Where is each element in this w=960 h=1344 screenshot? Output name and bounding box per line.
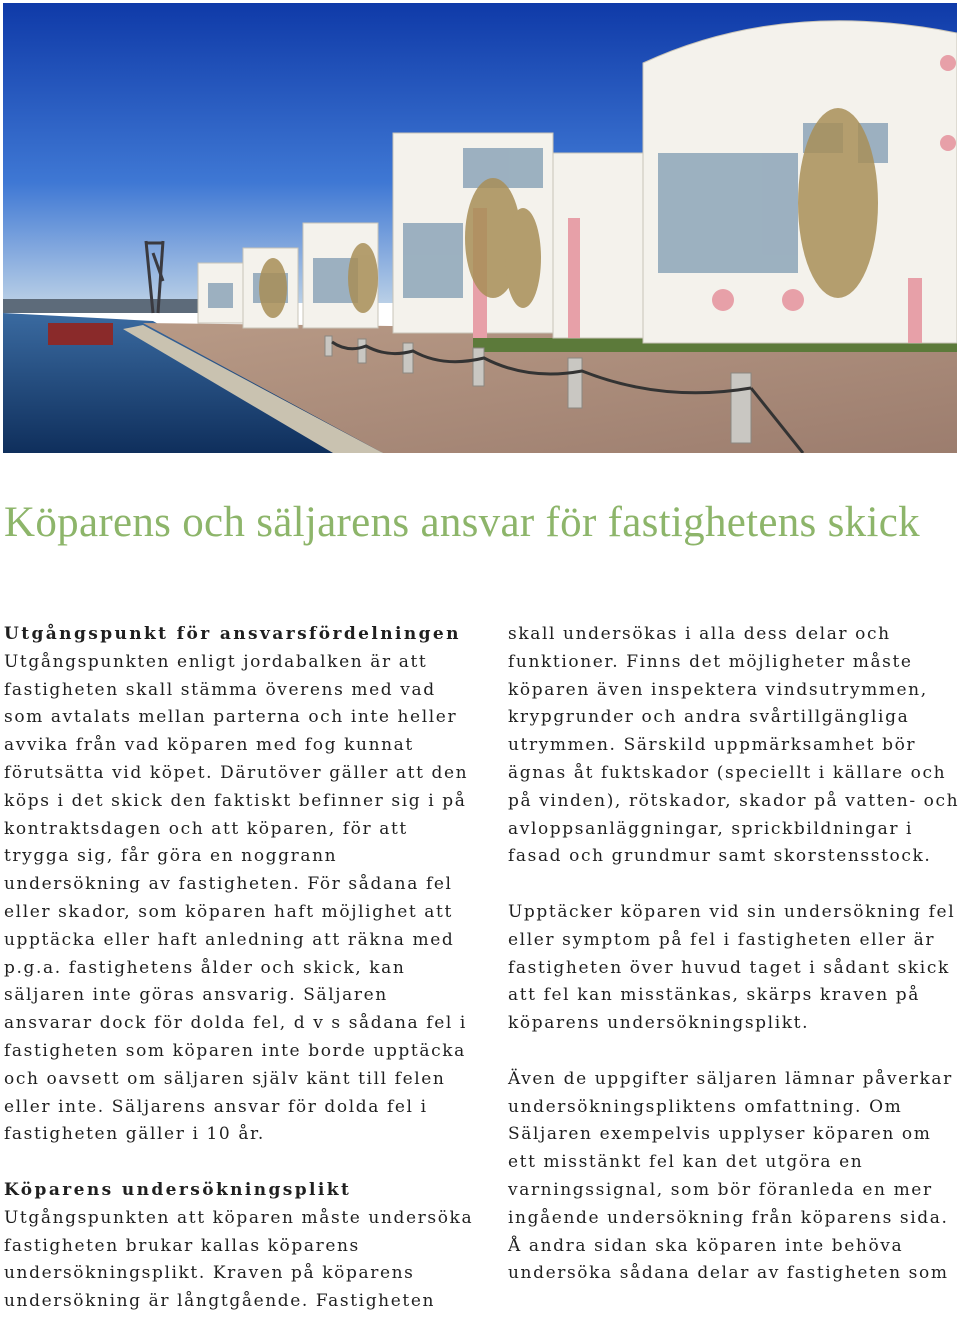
boat [48,323,113,345]
right-column [508,621,960,1316]
paragraph-undersokningsplikt: Utgångspunkten att köparen måste undersöka fastigheten brukar kallas köparens undersökningsplikt. Kraven på köparens undersökning är långtgående. Fastigheten [4,1207,474,1312]
paragraph-saljarens-uppgifter: Även de uppgifter säljaren lämnar påverkar undersökningspliktens omfattning. Om Säljaren exempelvis upplyser köparen om ett misstänkt fel kan det utgöra en varningssignal, som bör föranleda en mer ingående undersökning från köparens sida. Å andra sidan ska köparen inte behöva undersöka sådana delar av fastigheten som [508,1068,953,1284]
left-column [4,621,474,1344]
far-shore [3,299,203,313]
section-heading-undersokningsplikt: Köparens undersökningsplikt [4,1179,352,1200]
section-heading-ansvarsfordelning: Utgångspunkt för ansvarsfördelningen [4,624,461,644]
page-title: Köparens och säljarens ansvar för fastighetens skick [4,499,920,546]
paragraph-undersokning-delar: skall undersökas i alla dess delar och funktioner. Finns det möjligheter måste köparen även inspektera vindsutrymmen, krypgrunder och andra svårtillgängliga utrymmen. Särskild uppmärksamhet bör ägnas åt fuktskador (speciellt i källare och på vinden), rötskador, skador på vatten- och avloppsanläggningar, sprickbildningar i fasad och grundmur samt skorstensstock. [508,624,960,867]
paragraph-symptom-fel: Upptäcker köparen vid sin undersökning fel eller symptom på fel i fastigheten eller är fastigheten över huvud taget i sådant skick att fel kan misstänkas, skärps kraven på köparens undersökningsplikt. [508,901,956,1034]
waterfront-photo [3,3,957,453]
paragraph-ansvarsfordelning: Utgångspunkten enligt jordabalken är att fastigheten skall stämma överens med vad som avtalats mellan parterna och inte heller avvika från vad köparen med fog kunnat förutsätta vid köpet. Därutöver gäller att den köps i det skick den faktiskt befinner sig i på kontraktsdagen och att köparen, för att trygga sig, får göra en noggrann undersökning av fastigheten. För sådana fel eller skador, som köparen haft möjlighet att upptäcka eller haft anledning att räkna med p.g.a. fastighetens ålder och skick, kan säljaren inte göras ansvarig. Säljaren ansvarar dock för dolda fel, d v s sådana fel i fastigheten som köparen inte borde upptäcka och oavsett om säljaren själv känt till felen eller inte. Säljarens ansvar för dolda fel i fastigheten gäller i 10 år. [4,651,469,1145]
